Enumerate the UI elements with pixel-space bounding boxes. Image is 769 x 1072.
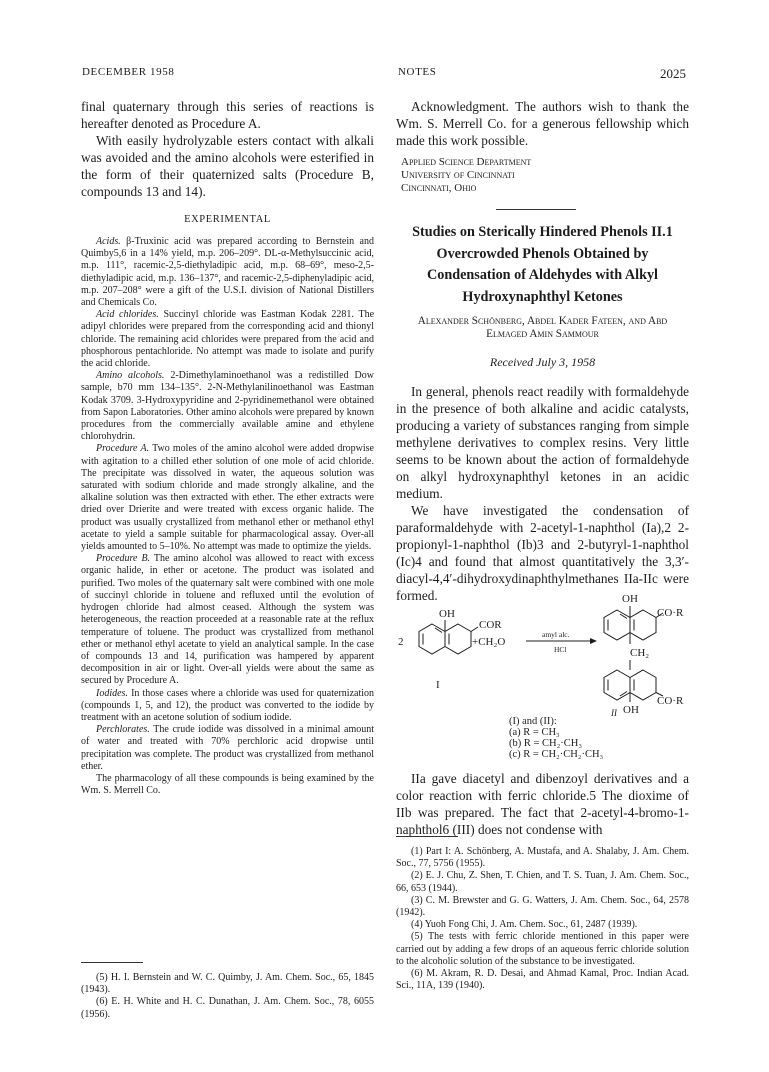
acid-chlorides-text: Succinyl chloride was Eastman Kodak 2281. The adipyl chlorides were prepared from the corresponding acid and thionyl chloride. The remaining acid chlorides were prepared from the acid and phosphorous pentachloride. No attempt was made to isolate and purify the acid chloride. (81, 309, 375, 370)
reaction-scheme (392, 592, 692, 782)
article-title-line-2: Overcrowded Phenols Obtained by (436, 245, 649, 262)
body-paragraph-1: In general, phenols react readily with formaldehyde in the presence of both alkaline and acidic catalysts, producing a variety of substances ranging from simple methylene derivatives to complex resins. Very little seems to be known about the action of formaldehyde on alkyl hydroxynaphthyl ketones in an acidic medium. (396, 384, 689, 501)
pharmacology-paragraph: The pharmacology of all these compounds is being examined by the Wm. S. Merrell Co. (81, 772, 374, 797)
footnote-3: (3) C. M. Brewster and G. G. Watters, J. Am. Chem. Soc., 64, 2578 (1942). (396, 894, 689, 919)
procedure-a-paragraph (81, 443, 374, 553)
running-header-section: NOTES (398, 66, 437, 78)
procedure-b-text: The amino alcohol was allowed to react with excess organic halide, in ether or acetone. The product was isolated and purified. Two moles of the quaternary salt were combined with one mole of succinyl chloride in toluene and refluxed until the evolution of hydrogen chloride had almost ceased. Although the system was heterogeneous, the reaction proceeded at a reasonable rate at the reflux temperature of toluene. The product was crystallized from methanol ether or methanol ethyl acetate to yield an analytical sample. In the case of compounds 13 and 14, purification was hampered by apparent decomposition in air or light. Over-all yields were about the same as secured by Procedure A. (81, 553, 374, 687)
scheme-reagent-top: amyl alc. (542, 630, 570, 639)
iodides-text: In those cases where a chloride was used for quaternization (compounds 1, 5, and 12), the product was converted to the iodide by treatment with an acetone solution of sodium iodide. (81, 687, 374, 723)
scheme-label-I: I (436, 679, 440, 691)
acid-chlorides-paragraph (81, 309, 374, 370)
experimental-section (81, 236, 374, 797)
amino-alcohols-heading: Amino alcohols. (96, 370, 165, 382)
running-header-date: DECEMBER 1958 (82, 66, 175, 78)
scheme-reagent-bottom: HCl (554, 645, 567, 654)
received-date: Received July 3, 1958 (489, 355, 596, 369)
reaction-arrow-head (590, 638, 597, 644)
article-title-line-1: Studies on Sterically Hindered Phenols II.1 (412, 224, 673, 240)
procedure-b-heading: Procedure B. (96, 553, 151, 565)
footnote-rule-right (396, 836, 458, 837)
authors-line-1: Alexander Schönberg, Abdel Kader Fateen, and Abd (417, 315, 668, 327)
affiliation-city: Cincinnati, Ohio (401, 182, 477, 194)
body-paragraph-3: IIa gave diacetyl and dibenzoyl derivatives and a color reaction with ferric chloride.5 The dioxime of IIb was prepared. The fact that 2-acetyl-4-bromo-1-naphthol6 (III) does not condense with (396, 771, 689, 837)
iodides-heading: Iodides. (96, 687, 128, 699)
footnote-5-left: (5) H. I. Bernstein and W. C. Quimby, J. Am. Chem. Soc., 65, 1845 (1943). (81, 972, 374, 996)
scheme-label-II: II (611, 708, 617, 718)
iodides-paragraph (81, 688, 374, 725)
article-body-continued (396, 770, 689, 838)
scheme-ch2: CH₂ (630, 647, 650, 659)
footnote-5: (5) The tests with ferric chloride mentioned in this paper were carried out by adding a few drops of an aqueous ferric chloride solution to the alcoholic solution of the substance to be investigated. (396, 931, 689, 967)
procedure-b-paragraph (81, 553, 374, 687)
scheme-oh-top: OH (622, 593, 638, 605)
affiliation (396, 156, 689, 195)
authors (396, 315, 689, 341)
affiliation-university: University of Cincinnati (401, 169, 515, 181)
perchlorates-text: The crude iodide was dissolved in a minimal amount of water and treated with 70% perchloric acid dropwise until precipitation was complete. The product was crystallized from methanol ether. (81, 724, 374, 772)
left-column-intro (81, 98, 374, 200)
footnote-2: (2) E. J. Chu, Z. Shen, T. Chien, and T. S. Tuan, J. Am. Chem. Soc., 66, 653 (1944). (396, 870, 689, 894)
acids-paragraph (81, 236, 374, 309)
article-title-line-4: Hydroxynaphthyl Ketones (462, 288, 623, 305)
article-title-block (396, 222, 689, 308)
acknowledgment-text: Acknowledgment. The authors wish to thank the Wm. S. Merrell Co. for a generous fellowship which made this work possible. (396, 99, 689, 148)
right-footnotes (396, 846, 689, 992)
footnote-6: (6) M. Akram, R. D. Desai, and Ahmad Kamal, Proc. Indian Acad. Sci., 11A, 139 (1940). (396, 968, 689, 992)
acids-heading: Acids. (96, 236, 121, 247)
scheme-key-b: (b) R = CH₂·CH₃ (509, 738, 583, 749)
scheme-key-title: (I) and (II): (509, 716, 557, 727)
procedure-a-heading: Procedure A. (96, 443, 150, 455)
footnote-1: (1) Part I: A. Schönberg, A. Mustafa, and A. Shalaby, J. Am. Chem. Soc., 77, 5756 (1955). (396, 846, 689, 870)
acid-chlorides-heading: Acid chlorides. (96, 309, 159, 321)
perchlorates-paragraph (81, 724, 374, 773)
amino-alcohols-paragraph (81, 370, 374, 443)
left-footnotes (81, 972, 374, 1021)
article-title-line-3: Condensation of Aldehydes with Alkyl (427, 267, 658, 283)
intro-paragraph-2: With easily hydrolyzable esters contact with alkali was avoided and the amino alcohols were esterified in the form of their quaternized salts (Procedure B, compounds 13 and 14). (81, 133, 374, 199)
scheme-cor-bottom: CO·R (657, 695, 684, 707)
footnote-4: (4) Yuoh Fong Chi, J. Am. Chem. Soc., 61, 2487 (1939). (411, 919, 638, 931)
authors-line-2: Elmaged Amin Sammour (486, 328, 599, 340)
article-body (396, 383, 689, 604)
acknowledgment-block (396, 98, 689, 195)
footnote-6-left: (6) E. H. White and H. C. Dunathan, J. Am. Chem. Soc., 78, 6055 (1956). (81, 996, 374, 1020)
experimental-heading: EXPERIMENTAL (184, 214, 271, 225)
footnote-rule-left (81, 962, 143, 963)
scheme-oh-bottom: OH (623, 704, 639, 716)
naphthol-I-structure (419, 620, 478, 654)
amino-alcohols-text: 2-Dimethylaminoethanol was a redistilled Dow sample, b70 mm 134–135°. 2-N-Methylanilinoethanol was Eastman Kodak 3709. 3-Hydroxypyridine and 2-pyridinemethanol were obtained from Sapon Laboratories. Other amino alcohols were prepared by known procedures from the commercially available amine and ethylene chlorohydrin. (81, 370, 374, 443)
acids-text: β-Truxinic acid was prepared according to Bernstein and Quimby5,6 in a 14% yield, m.p. 206–209°. DL-α-Methylsuccinic acid, m.p. 111°, racemic-2,5-diethyladipic acid, m.p. 68–69°, meso-2,5-diethyladipic acid, m.p. 136–137°, and racemic-2,5-diphenyladipic acid, m.p. 207–208° were a gift of the U.S.I. division of National Distillers and Chemicals Co. (81, 236, 374, 309)
page-number: 2025 (660, 66, 686, 81)
perchlorates-heading: Perchlorates. (96, 724, 150, 736)
scheme-plus-formaldehyde: +CH₂O (472, 636, 506, 648)
procedure-a-text: Two moles of the amino alcohol were added dropwise with agitation to a chilled ether solution of one mole of acid chloride. The precipitate was dissolved in water, the aqueous solution was saturated with sodium chloride and made strongly alkaline, and the alkaline solution was then extracted with ether. The ether extracts were dried over Drierite and were treated with excess organic halide. The product was usually crystallized from methanol ether or methanol ethyl acetate to yield a sample suitable for pharmacological assay. Over-all yields amounted to 5–10%. No attempt was made to optimize the yields. (81, 443, 374, 553)
scheme-key-a: (a) R = CH₃ (509, 727, 560, 738)
scheme-key-c: (c) R = CH₂·CH₂·CH₃ (509, 749, 604, 760)
scheme-oh-left: OH (439, 608, 455, 620)
scheme-cor-top: CO·R (657, 607, 684, 619)
affiliation-department: Applied Science Department (401, 156, 532, 168)
body-paragraph-2: We have investigated the condensation of paraformaldehyde with 2-acetyl-1-naphthol (Ia),2 2-propionyl-1-naphthol (Ib)3 and 2-butyryl-1-naphthol (Ic)4 and found that almost quantitatively the 3,3′-diacyl-4,4′-dihydroxydinaphthylmethanes IIa-IIc were formed. (396, 503, 689, 603)
intro-paragraph-1: final quaternary through this series of reactions is hereafter denoted as Procedure A. (81, 99, 374, 131)
scheme-cor: COR (479, 619, 502, 631)
article-separator-rule (496, 209, 576, 210)
scheme-coefficient: 2 (398, 636, 404, 648)
